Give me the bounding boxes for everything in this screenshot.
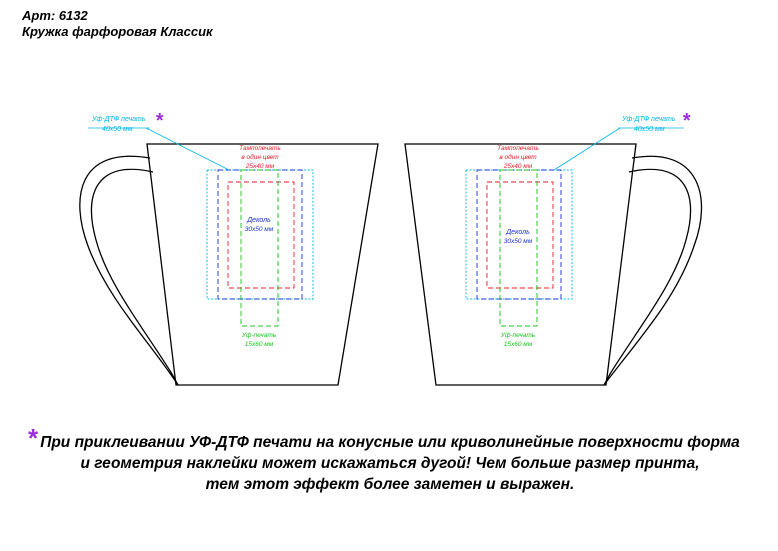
right-tampo-sub: в один цвет — [499, 154, 537, 161]
left-decal-size: 30x50 мм — [244, 226, 274, 233]
left-tampo-size: 25x40 мм — [245, 163, 275, 170]
right-mug — [405, 110, 702, 385]
left-uv-dtf-title: Уф-ДТФ печать — [92, 116, 146, 123]
right-tampo-size: 25x40 мм — [503, 163, 533, 170]
left-decal-area — [218, 170, 302, 299]
left-uv-print-area — [241, 170, 278, 326]
left-uv-print-title: Уф-печать — [241, 332, 277, 339]
left-tampo-sub: в один цвет — [241, 154, 279, 161]
right-uv-print-area — [500, 170, 537, 326]
left-uv-dtf-asterisk: * — [155, 110, 163, 132]
note-line-3: тем этот эффект более заметен и выражен. — [205, 476, 575, 493]
right-tampo-title: Тампопечать — [497, 145, 539, 152]
product-name: Кружка фарфоровая Классик — [22, 24, 213, 39]
right-decal-title: Деколь — [506, 229, 530, 236]
left-mug-handle — [80, 156, 178, 385]
note-line-2: и геометрия наклейки может искажаться дугой! Чем больше размер принта, — [80, 455, 700, 472]
right-uv-dtf-asterisk: * — [682, 110, 690, 132]
right-uv-dtf-leader — [554, 128, 620, 170]
left-mug-body — [147, 144, 378, 385]
left-tampo-area — [228, 182, 294, 288]
right-mug-handle — [604, 156, 702, 385]
warning-note — [20, 423, 760, 495]
right-uv-print-title: Уф-печать — [500, 332, 536, 339]
note-line-1: При приклеивании УФ-ДТФ печати на конусные или криволинейные поверхности форма — [40, 434, 740, 451]
right-decal-size: 30x50 мм — [503, 238, 533, 245]
left-decal-title: Деколь — [247, 217, 271, 224]
left-uv-dtf-area — [207, 170, 313, 299]
right-uv-print-size: 15x60 мм — [503, 341, 533, 348]
right-mug-body — [405, 144, 636, 385]
right-uv-dtf-title: Уф-ДТФ печать — [622, 116, 676, 123]
left-uv-dtf-leader — [146, 128, 229, 170]
note-asterisk: * — [28, 423, 39, 453]
article-number: Арт: 6132 — [22, 8, 88, 23]
left-uv-print-size: 15x60 мм — [244, 341, 274, 348]
left-mug — [80, 110, 378, 385]
left-tampo-title: Тампопечать — [239, 145, 281, 152]
right-uv-dtf-size: 40x50 мм — [634, 126, 665, 133]
left-uv-dtf-size: 40x50 мм — [102, 126, 133, 133]
